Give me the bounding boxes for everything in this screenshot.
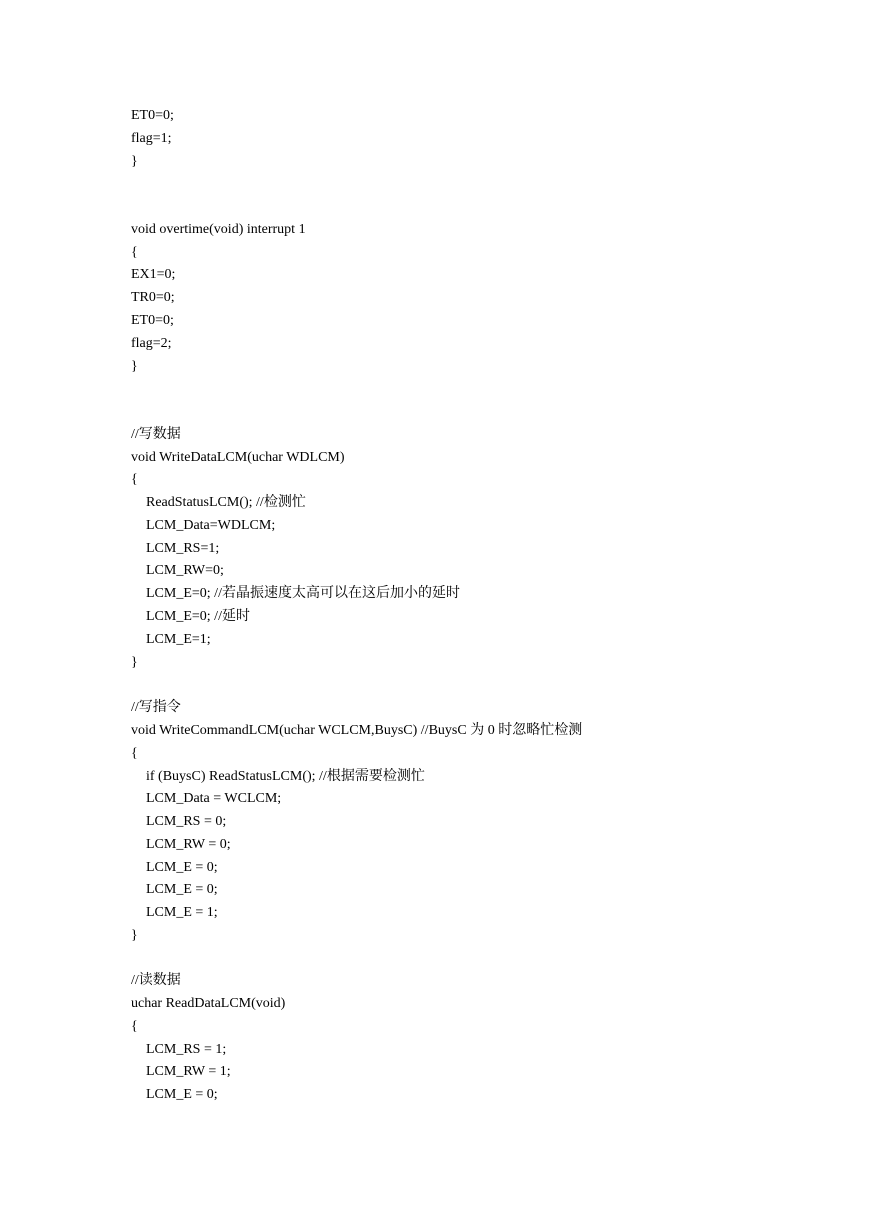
- code-line: {: [131, 472, 138, 487]
- code-line: LCM_E = 1;: [146, 905, 218, 920]
- function-signature: void WriteCommandLCM(uchar WCLCM,BuysC) //BuysC 为 0 时忽略忙检测: [131, 723, 583, 738]
- code-line: }: [131, 928, 138, 943]
- code-line: LCM_RS = 0;: [146, 814, 227, 829]
- code-line: ET0=0;: [131, 108, 174, 123]
- code-line: ET0=0;: [131, 313, 174, 328]
- code-line: LCM_E = 0;: [146, 882, 218, 897]
- code-line: LCM_E = 0;: [146, 860, 218, 875]
- code-line: }: [131, 154, 138, 169]
- code-line: }: [131, 655, 138, 670]
- code-line: LCM_RW=0;: [146, 563, 224, 578]
- function-signature: void overtime(void) interrupt 1: [131, 222, 306, 237]
- code-line: {: [131, 1019, 138, 1034]
- code-line: LCM_RW = 0;: [146, 837, 231, 852]
- code-comment: //读数据: [131, 973, 181, 988]
- code-line: LCM_Data=WDLCM;: [146, 518, 276, 533]
- code-line: {: [131, 245, 138, 260]
- code-line: {: [131, 746, 138, 761]
- code-line: LCM_Data = WCLCM;: [146, 791, 282, 806]
- code-line: LCM_RS = 1;: [146, 1042, 227, 1057]
- code-line: LCM_E=0; //若晶振速度太高可以在这后加小的延时: [146, 586, 460, 601]
- code-line: TR0=0;: [131, 290, 175, 305]
- code-line: LCM_E = 0;: [146, 1087, 218, 1102]
- code-line: if (BuysC) ReadStatusLCM(); //根据需要检测忙: [146, 769, 425, 784]
- code-line: LCM_RS=1;: [146, 541, 220, 556]
- code-line: LCM_E=1;: [146, 632, 211, 647]
- code-line: LCM_E=0; //延时: [146, 609, 250, 624]
- code-line: flag=2;: [131, 336, 172, 351]
- code-line: }: [131, 359, 138, 374]
- code-line: ReadStatusLCM(); //检测忙: [146, 495, 306, 510]
- code-line: flag=1;: [131, 131, 172, 146]
- function-signature: uchar ReadDataLCM(void): [131, 996, 286, 1011]
- code-comment: //写指令: [131, 700, 181, 715]
- function-signature: void WriteDataLCM(uchar WDLCM): [131, 450, 345, 465]
- code-line: EX1=0;: [131, 267, 176, 282]
- code-line: LCM_RW = 1;: [146, 1064, 231, 1079]
- code-comment: //写数据: [131, 427, 181, 442]
